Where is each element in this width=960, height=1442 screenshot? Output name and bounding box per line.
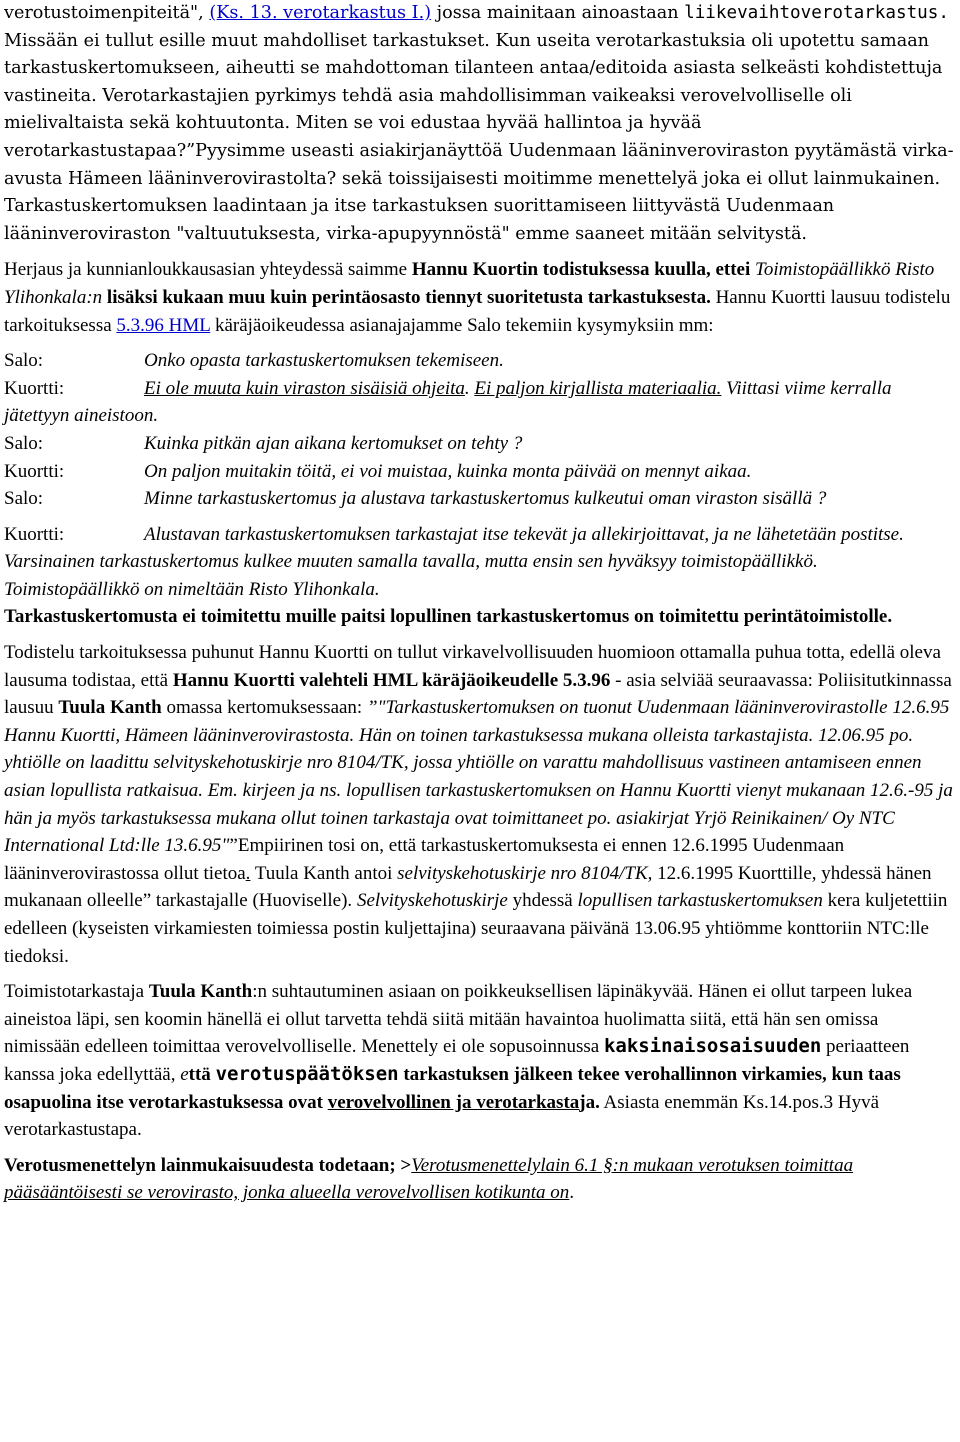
text: verotustoimenpiteitä", bbox=[4, 3, 210, 23]
link-ks-13-verotarkastus[interactable]: (Ks. 13. verotarkastus I.) bbox=[209, 3, 432, 23]
bold-text: Tuula Kanth bbox=[58, 697, 162, 719]
text: ”Empiirinen tosi on, että tarkastuskertomuksesta ei ennen 12.6.1995 Uudenmaan lääninverovirastossa ollut tietoa bbox=[4, 835, 845, 884]
italic-text: selvityskehotuskirje nro 8104/TK, bbox=[397, 862, 653, 884]
paragraph-verotarkastukset bbox=[4, 0, 956, 248]
text: :n suhtautuminen asiaan on poikkeuksellisen läpinäkyvää. Hänen ei ollut tarpeen lukea aineistoa läpi, sen koomin hänellä ei ollut tarvetta tehdä siitä mitään havaintoa huolimatta siitä, että hän sen omissa nimissään edelleen toimittaa verovelvolliselle. Menettely ei ole sopusoinnussa bbox=[4, 981, 913, 1058]
dialogue-line bbox=[4, 521, 956, 604]
underlined-text: Ei ole muuta kuin viraston sisäisiä ohjeita bbox=[144, 377, 465, 399]
paragraph-verotusmenettely bbox=[4, 1152, 956, 1207]
text: Todistelu tarkoituksessa puhunut Hannu Kuortti on tullut virkavelvollisuuden huomioon ottamalla puhua totta, edellä oleva lausuma todistaa, että bbox=[4, 642, 941, 691]
text: Missään ei tullut esille muut mahdolliset tarkastukset. Kun useita verotarkastuksia oli upotettu samaan tarkastuskertomukseen, aiheutti se mahdottoman tilanteen antaa/editoida asiasta selkeästi kohdistettuja vastineita. Verotarkastajien pyrkimys tehdä asia mahdollisimman vaikeaksi verovelvolliselle oli mielivaltaista sekä kohtuutonta. Miten se voi edustaa hyvää hallintoa ja hyvää verotarkastustapaa?”Pyysimme useasti asiakirjanäyttöä Uudenmaan lääninveroviraston pyytämästä virka-avusta Hämeen lääninverovirastolta? sekä toissijaisesti moitimme menettelyä joka ei ollut lainmukainen. Tarkastuskertomuksen laadintaan ja itse tarkastuksen suorittamiseen liittyvästä Uudenmaan lääninveroviraston "valtuutuksesta, virka-apupyynnöstä" emme saaneet mitään selvitystä. bbox=[4, 30, 954, 244]
speaker: Kuortti: bbox=[4, 523, 65, 545]
text: Asiasta enemmän Ks.14.pos.3 Hyvä verotarkastustapa. bbox=[4, 1091, 880, 1141]
dialogue-line bbox=[4, 458, 956, 486]
italic-underlined-text: Verotusmenettelylain 6.1 §:n mukaan verotuksen toimittaa pääsääntöisesti se verovirasto, jonka alueella verovelvollisen kotikunta on bbox=[4, 1154, 854, 1204]
text: omassa kertomuksessaan: bbox=[161, 697, 367, 719]
bold-text: tarkastuksen jälkeen tekee verohallinnon virkamies, kun taas osapuolina itse verotarkastuksessa ovat bbox=[4, 1063, 901, 1113]
speaker: Salo: bbox=[4, 488, 44, 510]
line-text: Kuinka pitkän ajan aikana kertomukset on tehty ? bbox=[144, 432, 523, 454]
mono-term: liikevaihtoverotarkastus. bbox=[684, 3, 949, 23]
text: . bbox=[464, 377, 475, 399]
speaker: Kuortti: bbox=[4, 377, 65, 399]
underlined-text: . bbox=[245, 862, 251, 884]
bold-text: Hannu Kuortti valehteli HML käräjäoikeudelle 5.3.96 bbox=[172, 669, 611, 691]
line-text: Onko opasta tarkastuskertomuksen tekemiseen. bbox=[144, 350, 504, 372]
text: Toimistotarkastaja bbox=[4, 981, 149, 1003]
bold-text: Verotusmenettelyn lainmukaisuudesta todetaan; > bbox=[4, 1154, 412, 1176]
text: jossa mainitaan ainoastaan bbox=[431, 3, 685, 23]
text: periaatteen kanssa joka edellyttää, bbox=[4, 1036, 910, 1085]
bold-text: ja. bbox=[579, 1091, 600, 1113]
dialogue-line bbox=[4, 375, 956, 430]
dialogue-line bbox=[4, 485, 956, 513]
paragraph-tarkastuskertomusta bbox=[4, 603, 956, 631]
line-text: Alustavan tarkastuskertomuksen tarkastajat itse tekevät ja allekirjoittavat, ja ne lähetetään postitse. Varsinainen tarkastuskertomus kulkee muuten samalla tavalla, mutta ensin sen hyväksyy toimistopäällikkö. Toimistopäällikkö on nimeltään Risto Ylihonkala. bbox=[4, 523, 904, 600]
text: Hannu Kuortti lausuu todistelu tarkoituksessa bbox=[4, 286, 951, 336]
text: yhdessä bbox=[507, 890, 578, 912]
text: Tuula Kanth antoi bbox=[250, 862, 398, 884]
text: kera kuljetettiin edelleen (kyseisten virkamiesten toimiessa postin kuljettajina) seuraavana päivänä 13.06.95 yhtiömme konttoriin NTC:lle tiedoksi. bbox=[4, 890, 948, 967]
link-5-3-96-hml[interactable]: 5.3.96 HML bbox=[116, 314, 211, 336]
paragraph-toimistotarkastaja bbox=[4, 978, 956, 1144]
speaker: Salo: bbox=[4, 350, 44, 372]
line-text: Viittasi viime kerralla jätettyyn aineistoon. bbox=[4, 377, 892, 427]
underlined-text: Ei paljon kirjallista materiaalia. bbox=[474, 377, 722, 399]
speaker: Kuortti: bbox=[4, 460, 65, 482]
text: - asia selviää seuraavassa: Poliisitutkinnassa lausuu bbox=[4, 669, 952, 719]
text: Herjaus ja kunnianloukkausasian yhteydessä saimme bbox=[4, 259, 412, 281]
mono-term: kaksinaisosaisuuden bbox=[603, 1035, 822, 1058]
paragraph-herjaus bbox=[4, 256, 956, 339]
bold-text: Tuula Kanth bbox=[148, 981, 253, 1003]
bold-text: lisäksi kukaan muu kuin perintäosasto tiennyt suoritetusta tarkastuksesta. bbox=[102, 286, 711, 308]
paragraph-todistelu bbox=[4, 639, 956, 970]
text: . bbox=[569, 1182, 575, 1204]
mono-term: verotuspäätöksen bbox=[215, 1062, 399, 1085]
italic-text: Toimistopäällikkö Risto Ylihonkala:n bbox=[4, 259, 935, 308]
italic-text: lopullisen tarkastuskertomuksen bbox=[577, 890, 823, 912]
dialogue-line bbox=[4, 347, 956, 375]
speaker: Salo: bbox=[4, 432, 44, 454]
italic-text: e bbox=[180, 1063, 189, 1085]
italic-text: Selvityskehotuskirje bbox=[356, 890, 508, 912]
text: käräjäoikeudessa asianajajamme Salo tekemiin kysymyksiin mm: bbox=[214, 314, 714, 336]
underlined-bold-text: verovelvollinen ja verotarkasta bbox=[327, 1091, 580, 1113]
bold-text: Tarkastuskertomusta ei toimitettu muille paitsi lopullinen tarkastuskertomus on toimitettu perintätoimistolle. bbox=[4, 606, 893, 628]
dialogue bbox=[4, 347, 956, 603]
bold-text: Hannu Kuortin todistuksessa kuulla, ettei bbox=[411, 259, 751, 281]
dialogue-line bbox=[4, 430, 956, 458]
line-text: On paljon muitakin töitä, ei voi muistaa, kuinka monta päivää on mennyt aikaa. bbox=[144, 460, 752, 482]
line-text: Minne tarkastuskertomus ja alustava tarkastuskertomus kulkeutui oman viraston sisällä ? bbox=[144, 488, 827, 510]
bold-text: ttä bbox=[188, 1063, 211, 1085]
italic-quote: ”"Tarkastuskertomuksen on tuonut Uudenmaan lääninverovirastolle 12.6.95 Hannu Kuortti, Hämeen lääninverovirastosta. Hän on toinen tarkastuksessa mukana olleista tarkastajista. 12.06.95 po. yhtiölle on laadittu selvityskehotuskirje nro 8104/TK, jossa yhtiölle on varattu mahdollisuus vastineen antamiseen ennen asian lopullista ratkaisua. Em. kirjeen ja ns. lopullisen tarkastuskertomuksen on Hannu Kuortti vienyt mukanaan 12.6.-95 ja hän ja myös tarkastuksessa mukana ollut toinen tarkastaja ovat toimittaneet po. asiakirjat Yrjö Reinikainen/ Oy NTC International Ltd:lle 13.6.95" bbox=[4, 697, 953, 857]
text: 12.6.1995 Kuorttille, yhdessä hänen mukanaan olleelle” tarkastajalle (Huoviselle). bbox=[4, 862, 932, 912]
